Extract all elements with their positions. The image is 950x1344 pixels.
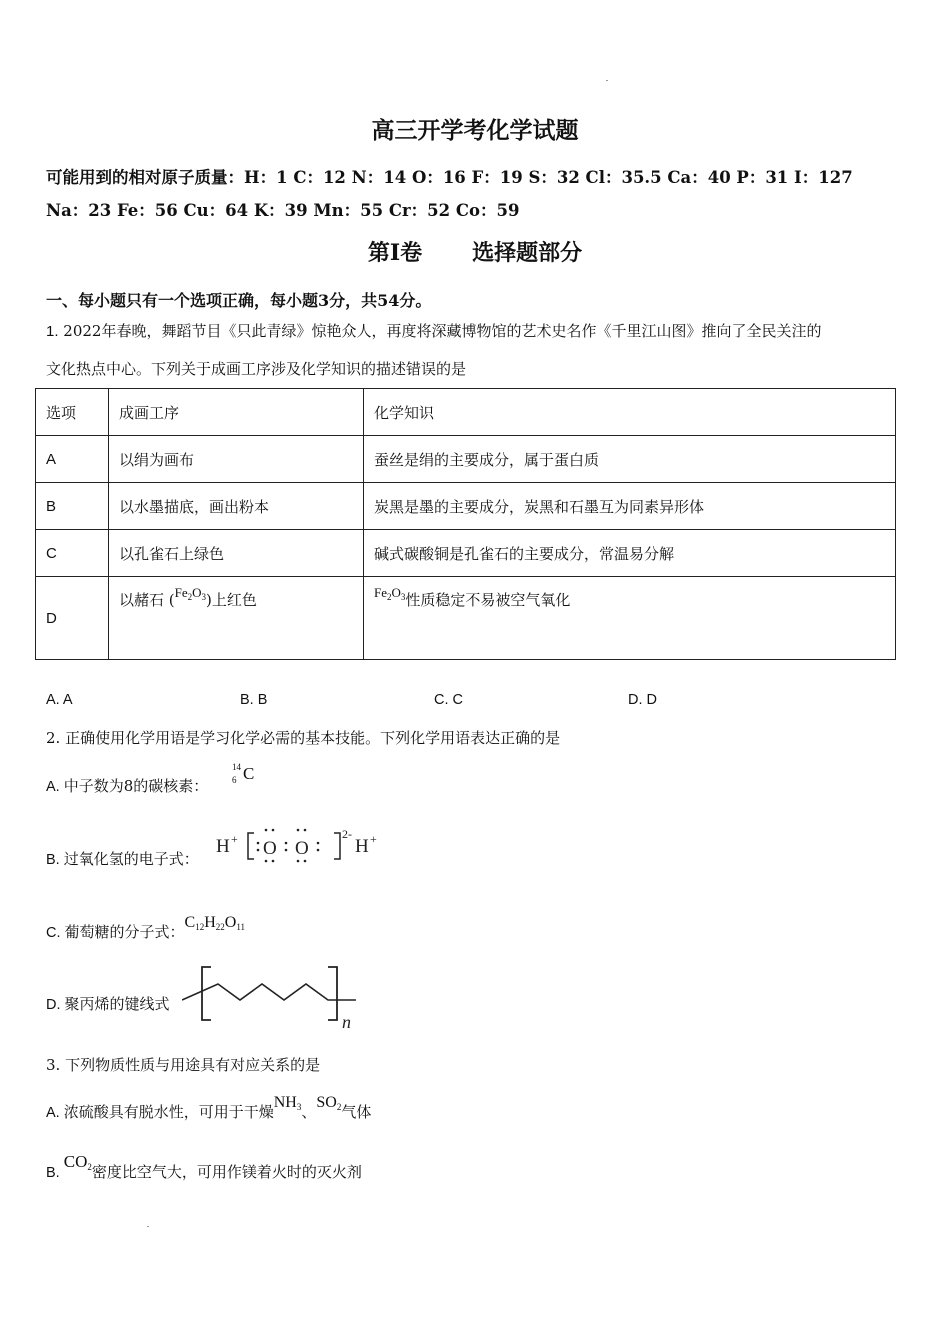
svg-text:+: +	[370, 832, 377, 846]
glucose-formula: $C_{12}H_{22}O_{11}$	[184, 914, 246, 932]
q1-stem-line-1: 1. 2022年春晚，舞蹈节目《只此青绿》惊艳众人，再度将深藏博物馆的艺术史名作《千里江山图》推向了全民关注的	[46, 322, 822, 340]
svg-text:H: H	[355, 836, 369, 857]
section-part: 第Ⅰ卷	[367, 240, 423, 266]
table-row	[36, 436, 896, 483]
q2-option-a[interactable]: A. 中子数为8的碳核素：	[46, 777, 209, 795]
svg-text:O: O	[295, 838, 309, 859]
scan-dot	[606, 80, 608, 81]
q3-stem: 3. 下列物质性质与用途具有对应关系的是	[46, 1056, 321, 1074]
q2-option-d[interactable]: D. 聚丙烯的键线式	[46, 995, 170, 1013]
row-option: A	[36, 436, 109, 483]
row-option: C	[36, 530, 109, 577]
row-process: 以孔雀石上绿色	[109, 530, 364, 577]
row-knowledge: $Fe_2O_3$性质稳定不易被空气氧化	[364, 577, 896, 660]
q2-option-c[interactable]: C. 葡萄糖的分子式：$C_{12}H_{22}O_{11}$	[46, 914, 246, 941]
header-knowledge: 化学知识	[364, 389, 896, 436]
header-process: 成画工序	[109, 389, 364, 436]
header-option: 选项	[36, 389, 109, 436]
table-header-row	[36, 389, 896, 436]
q2-option-b[interactable]: B. 过氧化氢的电子式：	[46, 850, 199, 868]
q2-stem: 2. 正确使用化学用语是学习化学必需的基本技能。下列化学用语表达正确的是	[46, 729, 561, 747]
row-option: B	[36, 483, 109, 530]
q3-option-a[interactable]: A. 浓硫酸具有脱水性，可用于干燥$NH_3$、$SO_2$气体	[46, 1094, 372, 1121]
hydrogen-peroxide-electron-formula	[214, 822, 389, 864]
charge-label: 2-	[342, 827, 352, 841]
fe2o3-formula: $Fe_2O_3$	[174, 585, 207, 602]
table-row	[36, 577, 896, 660]
carbon-14-nuclide: 14 6 C	[232, 762, 255, 785]
table-row	[36, 483, 896, 530]
row-process: 以水墨描底，画出粉本	[109, 483, 364, 530]
repeat-n: n	[342, 1012, 351, 1032]
row-knowledge: 碱式碳酸铜是孔雀石的主要成分，常温易分解	[364, 530, 896, 577]
row-process: 以赭石 $(Fe_2O_3)$上红色	[109, 577, 364, 660]
co2-formula: $CO_2$	[63, 1152, 92, 1172]
row-knowledge: 炭黑是墨的主要成分，炭黑和石墨互为同素异形体	[364, 483, 896, 530]
row-knowledge: 蚕丝是绢的主要成分，属于蛋白质	[364, 436, 896, 483]
svg-text:O: O	[263, 838, 277, 859]
nh3-formula: $NH_3$	[273, 1094, 302, 1112]
page-title: 高三开学考化学试题	[371, 117, 579, 144]
row-process: 以绢为画布	[109, 436, 364, 483]
fe2o3-formula: $Fe_2O_3$	[374, 585, 406, 602]
polypropylene-skeletal-formula	[182, 962, 362, 1032]
atomic-mass-line-2: Na：23 Fe：56 Cu：64 K：39 Mn：55 Cr：52 Co：59	[46, 201, 520, 220]
section-heading	[0, 236, 950, 267]
q1-table	[35, 388, 896, 660]
q3-option-b[interactable]: B. $CO_2$密度比空气大，可用作镁着火时的灭火剂	[46, 1152, 362, 1181]
svg-text:H: H	[216, 836, 230, 857]
section-name: 选择题部分	[472, 240, 583, 266]
so2-formula: $SO_2$	[316, 1094, 342, 1112]
table-row	[36, 530, 896, 577]
part-one-instruction: 一、每小题只有一个选项正确，每小题3分，共54分。	[46, 291, 432, 310]
q1-choice-c[interactable]: C. C	[434, 692, 463, 708]
row-option: D	[36, 577, 109, 660]
q1-choice-d[interactable]: D. D	[628, 692, 657, 708]
q1-choice-a[interactable]: A. A	[46, 692, 73, 708]
atomic-mass-line-1: 可能用到的相对原子质量：H：1 C：12 N：14 O：16 F：19 S：32 Cl：35.5 Ca：40 P：31 I：127	[46, 168, 853, 187]
svg-text:+: +	[231, 832, 238, 846]
scan-dot	[147, 1226, 149, 1227]
q1-stem-line-2: 文化热点中心。下列关于成画工序涉及化学知识的描述错误的是	[46, 360, 467, 378]
q1-choice-b[interactable]: B. B	[240, 692, 268, 708]
